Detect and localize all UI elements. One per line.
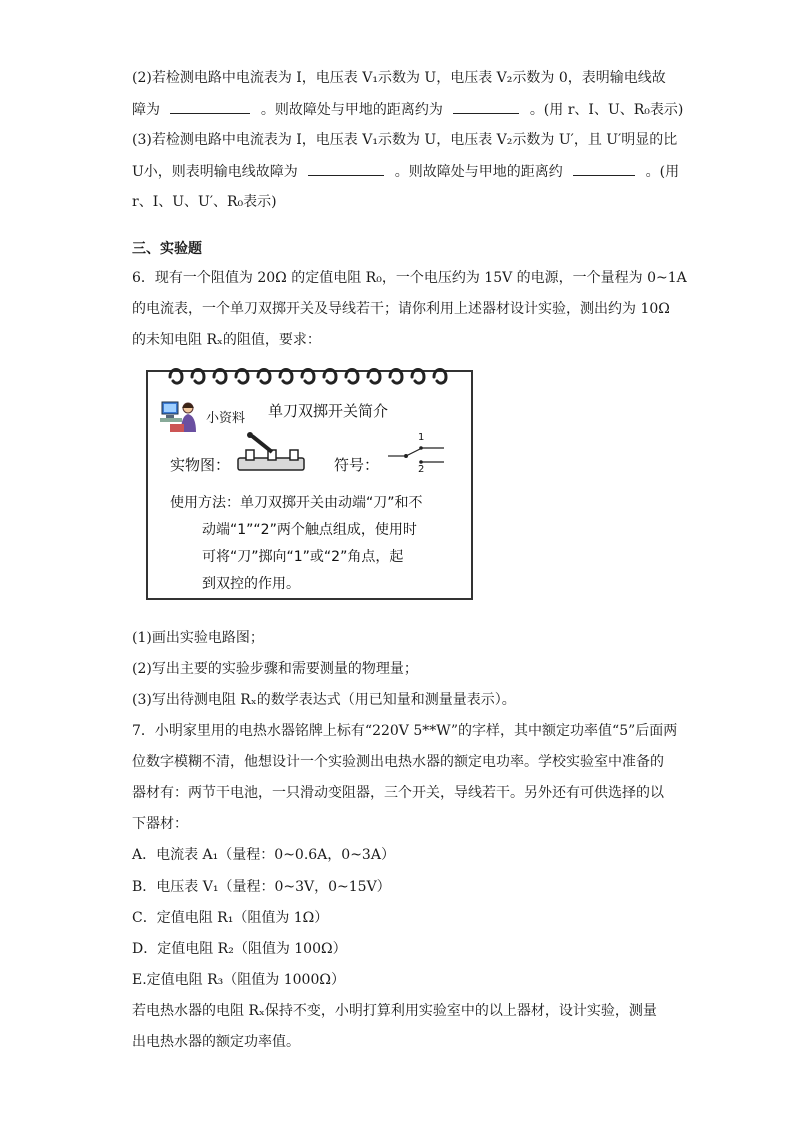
q6-line3: 的未知电阻 Rₓ的阻值，要求： <box>132 332 321 348</box>
q5-sub2-text-b: 。则故障处与甲地的距离约为 <box>260 102 443 118</box>
q7-option-e: E.定值电阻 R₃（阻值为 1000Ω） <box>132 972 345 988</box>
q5-sub3-text-a: U小，则表明输电线故障为 <box>132 164 298 180</box>
usage-line-3: 可将“刀”掷向“1”或“2”角点，起 <box>202 549 404 565</box>
q7-line3: 器材有：两节干电池，一只滑动变阻器，三个开关，导线若干。另外还有可供选择的以 <box>132 785 664 801</box>
q6-sub1: (1)画出实验电路图； <box>132 630 264 646</box>
section-title: 三、实验题 <box>132 241 202 257</box>
symbol-contact-2: 2 <box>418 464 425 475</box>
q5-sub2-text-c: 。(用 r、I、U、R₀表示) <box>529 102 684 118</box>
q5-sub3-line1: (3)若检测电路中电流表为 I，电压表 V₁示数为 U，电压表 V₂示数为 U′，且 U′明显的比 <box>132 132 678 148</box>
student-at-computer-icon <box>160 398 198 434</box>
q5-sub3-line2 <box>132 161 679 182</box>
q5-sub3-text-b: 。则故障处与甲地的距离约 <box>394 164 563 180</box>
q7-line1: 7．小明家里用的电热水器铭牌上标有“220V 5**W”的字样，其中额定功率值“5”后面两 <box>132 723 678 739</box>
q7-line2: 位数字模糊不清，他想设计一个实验测出电热水器的额定电功率。学校实验室中准备的 <box>132 754 664 770</box>
q7-option-c: C．定值电阻 R₁（阻值为 1Ω） <box>132 910 329 926</box>
answer-blank[interactable] <box>308 161 384 176</box>
answer-blank[interactable] <box>573 161 635 176</box>
q7-option-d: D．定值电阻 R₂（阻值为 100Ω） <box>132 941 347 957</box>
q5-sub2-line1: (2)若检测电路中电流表为 I，电压表 V₁示数为 U，电压表 V₂示数为 0，表明输电线故 <box>132 70 666 86</box>
spiral-binding-icon <box>148 359 475 389</box>
q5-sub2-text-a: 障为 <box>132 102 160 118</box>
answer-blank[interactable] <box>453 99 519 114</box>
spdt-switch-symbol-icon <box>386 432 446 476</box>
q7-line5: 若电热水器的电阻 Rₓ保持不变，小明打算利用实验室中的以上器材，设计实验，测量 <box>132 1003 657 1019</box>
q5-sub2-line2 <box>132 99 683 120</box>
symbol-contact-1: 1 <box>418 432 425 443</box>
usage-line-4: 到双控的作用。 <box>202 576 300 592</box>
q6-sub2: (2)写出主要的实验步骤和需要测量的物理量； <box>132 661 418 677</box>
q5-sub3-line3: r、I、U、U′、R₀表示) <box>132 194 277 210</box>
photo-label: 实物图： <box>170 456 231 474</box>
q7-option-a: A．电流表 A₁（量程：0~0.6A，0~3A） <box>132 847 395 863</box>
q5-sub3-text-c: 。(用 <box>645 164 680 180</box>
knife-switch-photo-icon <box>236 432 308 474</box>
q6-sub3: (3)写出待测电阻 Rₓ的数学表达式（用已知量和测量量表示）。 <box>132 692 516 708</box>
usage-line-2: 动端“1”“2”两个触点组成，使用时 <box>202 522 417 538</box>
answer-blank[interactable] <box>170 99 250 114</box>
q7-option-b: B．电压表 V₁（量程：0~3V，0~15V） <box>132 879 391 895</box>
usage-line-1: 使用方法：单刀双掷开关由动端“刀”和不 <box>170 495 423 511</box>
symbol-label: 符号： <box>334 456 380 474</box>
q6-line1: 6．现有一个阻值为 20Ω 的定值电阻 R₀，一个电压约为 15V 的电源，一个量程为 0~1A <box>132 270 687 286</box>
card-title: 单刀双掷开关简介 <box>268 402 389 420</box>
q7-line6: 出电热水器的额定功率值。 <box>132 1034 300 1050</box>
q6-line2: 的电流表，一个单刀双掷开关及导线若干；请你利用上述器材设计实验，测出约为 10Ω <box>132 301 670 317</box>
info-card <box>146 370 473 600</box>
q7-line4: 下器材： <box>132 816 188 832</box>
card-tag: 小资料 <box>206 411 246 426</box>
